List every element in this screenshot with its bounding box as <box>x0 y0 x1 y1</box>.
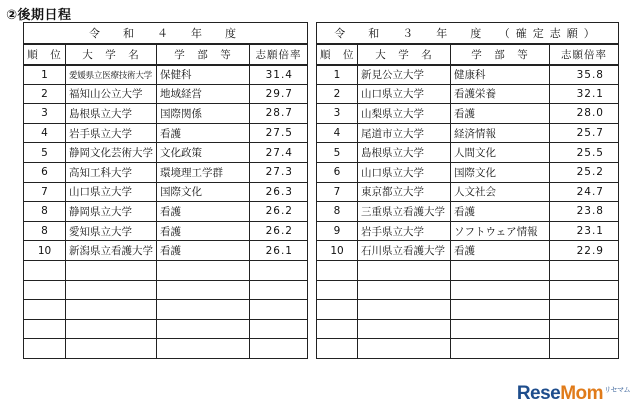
department-cell: 人文社会 <box>451 182 550 202</box>
rank-cell: 1 <box>24 65 66 85</box>
empty-row <box>24 300 308 320</box>
table-body <box>24 65 308 359</box>
col-university-header: 大 学 名 <box>66 44 157 65</box>
ratio-cell: 26.3 <box>250 182 308 202</box>
table-row <box>24 221 308 241</box>
logo-text-accent: Mom <box>560 383 604 404</box>
department-cell <box>157 339 250 359</box>
rank-cell: 8 <box>24 221 66 241</box>
empty-row <box>24 280 308 300</box>
department-cell: 看護栄養 <box>451 84 550 104</box>
rank-cell: 8 <box>24 202 66 222</box>
ratio-cell: 28.0 <box>550 104 619 124</box>
university-cell <box>358 280 451 300</box>
col-department-header: 学 部 等 <box>451 44 550 65</box>
ratio-cell <box>550 339 619 359</box>
logo-superscript: リセマム <box>604 386 630 394</box>
rank-cell: 4 <box>317 123 358 143</box>
ranking-table-r4 <box>23 22 308 359</box>
rank-cell: 7 <box>317 182 358 202</box>
rank-cell <box>24 339 66 359</box>
university-cell: 愛知県立大学 <box>66 221 157 241</box>
table-row <box>24 65 308 85</box>
university-cell: 山口県立大学 <box>66 182 157 202</box>
rank-cell <box>317 280 358 300</box>
department-cell <box>451 260 550 280</box>
rank-cell: 1 <box>317 65 358 85</box>
department-cell: 看護 <box>157 202 250 222</box>
rank-cell <box>317 300 358 320</box>
rank-cell: 7 <box>24 182 66 202</box>
ratio-cell <box>250 300 308 320</box>
rank-cell: 5 <box>24 143 66 163</box>
department-cell: 文化政策 <box>157 143 250 163</box>
ratio-cell: 27.5 <box>250 123 308 143</box>
department-cell: 看護 <box>451 202 550 222</box>
ratio-cell <box>250 339 308 359</box>
table-row <box>24 123 308 143</box>
university-cell: 山梨県立大学 <box>358 104 451 124</box>
university-cell: 島根県立大学 <box>66 104 157 124</box>
table-row <box>317 123 619 143</box>
university-cell: 新潟県立看護大学 <box>66 241 157 261</box>
table-row <box>24 143 308 163</box>
university-cell: 高知工科大学 <box>66 162 157 182</box>
section-heading: ②後期日程 <box>6 8 72 23</box>
university-cell <box>358 319 451 339</box>
university-cell <box>358 339 451 359</box>
university-cell <box>358 260 451 280</box>
rank-cell <box>24 319 66 339</box>
rank-cell: 8 <box>317 202 358 222</box>
ratio-cell: 26.2 <box>250 221 308 241</box>
university-cell <box>66 280 157 300</box>
university-cell: 島根県立大学 <box>358 143 451 163</box>
table-row <box>317 182 619 202</box>
table-row <box>24 202 308 222</box>
logo-text-main: Rese <box>516 383 561 404</box>
department-cell: 国際関係 <box>157 104 250 124</box>
rank-cell: 6 <box>24 162 66 182</box>
university-cell: 静岡文化芸術大学 <box>66 143 157 163</box>
ratio-cell: 26.2 <box>250 202 308 222</box>
rank-cell: 3 <box>317 104 358 124</box>
empty-row <box>24 339 308 359</box>
rank-cell <box>317 319 358 339</box>
university-cell: 静岡県立大学 <box>66 202 157 222</box>
ratio-cell <box>550 319 619 339</box>
ranking-table-r3 <box>316 22 619 359</box>
table-row <box>317 143 619 163</box>
ratio-cell: 32.1 <box>550 84 619 104</box>
ratio-cell <box>250 280 308 300</box>
department-cell <box>451 280 550 300</box>
ratio-cell: 24.7 <box>550 182 619 202</box>
department-cell: 健康科 <box>451 65 550 85</box>
department-cell: 環境理工学群 <box>157 162 250 182</box>
department-cell: 国際文化 <box>157 182 250 202</box>
rank-cell: 9 <box>317 221 358 241</box>
col-ratio-header: 志願倍率 <box>550 44 619 65</box>
university-cell: 石川県立看護大学 <box>358 241 451 261</box>
ratio-cell: 25.5 <box>550 143 619 163</box>
university-cell: 新見公立大学 <box>358 65 451 85</box>
department-cell: 地域経営 <box>157 84 250 104</box>
ratio-cell <box>250 260 308 280</box>
university-cell <box>358 300 451 320</box>
department-cell: 看護 <box>157 221 250 241</box>
department-cell: 経済情報 <box>451 123 550 143</box>
table-row <box>317 65 619 85</box>
university-cell: 岩手県立大学 <box>358 221 451 241</box>
department-cell <box>451 300 550 320</box>
ratio-cell: 27.4 <box>250 143 308 163</box>
department-cell: 国際文化 <box>451 162 550 182</box>
ratio-cell: 27.3 <box>250 162 308 182</box>
department-cell <box>157 260 250 280</box>
rank-cell: 2 <box>24 84 66 104</box>
resemom-logo <box>517 383 630 405</box>
rank-cell: 4 <box>24 123 66 143</box>
ratio-cell <box>550 300 619 320</box>
university-cell <box>66 319 157 339</box>
university-cell: 愛媛県立医療技術大学 <box>66 65 157 85</box>
table-row <box>24 162 308 182</box>
table-row <box>24 104 308 124</box>
empty-row <box>317 339 619 359</box>
table-row <box>317 162 619 182</box>
university-cell: 尾道市立大学 <box>358 123 451 143</box>
year-header: 令 和 ４ 年 度 <box>24 23 308 44</box>
ratio-cell: 22.9 <box>550 241 619 261</box>
table-row <box>317 104 619 124</box>
rank-cell: 10 <box>24 241 66 261</box>
department-cell: 人間文化 <box>451 143 550 163</box>
university-cell <box>66 260 157 280</box>
rank-cell <box>317 260 358 280</box>
col-university-header: 大 学 名 <box>358 44 451 65</box>
col-rank-header: 順 位 <box>317 44 358 65</box>
col-rank-header: 順 位 <box>24 44 66 65</box>
department-cell: ソフトウェア情報 <box>451 221 550 241</box>
table-row <box>317 84 619 104</box>
department-cell <box>157 280 250 300</box>
empty-row <box>317 280 619 300</box>
department-cell: 看護 <box>157 241 250 261</box>
ratio-cell: 31.4 <box>250 65 308 85</box>
ratio-cell: 26.1 <box>250 241 308 261</box>
rank-cell: 10 <box>317 241 358 261</box>
department-cell <box>157 319 250 339</box>
rank-cell: 5 <box>317 143 358 163</box>
department-cell: 看護 <box>451 241 550 261</box>
department-cell: 看護 <box>451 104 550 124</box>
rank-cell <box>317 339 358 359</box>
university-cell: 福知山公立大学 <box>66 84 157 104</box>
ratio-cell <box>550 280 619 300</box>
empty-row <box>24 319 308 339</box>
university-cell: 岩手県立大学 <box>66 123 157 143</box>
ratio-cell: 28.7 <box>250 104 308 124</box>
university-cell: 山口県立大学 <box>358 162 451 182</box>
university-cell: 東京都立大学 <box>358 182 451 202</box>
rank-cell <box>24 280 66 300</box>
rank-cell <box>24 300 66 320</box>
table-row <box>24 84 308 104</box>
table-row <box>317 202 619 222</box>
university-cell <box>66 339 157 359</box>
empty-row <box>317 260 619 280</box>
rank-cell: 6 <box>317 162 358 182</box>
empty-row <box>317 319 619 339</box>
empty-row <box>24 260 308 280</box>
col-ratio-header: 志願倍率 <box>250 44 308 65</box>
table-row <box>24 241 308 261</box>
ratio-cell: 25.7 <box>550 123 619 143</box>
table-row <box>24 182 308 202</box>
department-cell <box>451 339 550 359</box>
rank-cell <box>24 260 66 280</box>
year-header: 令 和 ３ 年 度 （確定志願） <box>317 23 619 44</box>
department-cell <box>157 300 250 320</box>
ratio-cell: 25.2 <box>550 162 619 182</box>
department-cell <box>451 319 550 339</box>
department-cell: 看護 <box>157 123 250 143</box>
table-body <box>317 65 619 359</box>
ratio-cell: 35.8 <box>550 65 619 85</box>
empty-row <box>317 300 619 320</box>
table-row <box>317 241 619 261</box>
university-cell <box>66 300 157 320</box>
rank-cell: 2 <box>317 84 358 104</box>
col-department-header: 学 部 等 <box>157 44 250 65</box>
ratio-cell: 23.1 <box>550 221 619 241</box>
ratio-cell: 29.7 <box>250 84 308 104</box>
rank-cell: 3 <box>24 104 66 124</box>
university-cell: 三重県立看護大学 <box>358 202 451 222</box>
ratio-cell: 23.8 <box>550 202 619 222</box>
department-cell: 保健科 <box>157 65 250 85</box>
ratio-cell <box>550 260 619 280</box>
ratio-cell <box>250 319 308 339</box>
table-row <box>317 221 619 241</box>
university-cell: 山口県立大学 <box>358 84 451 104</box>
